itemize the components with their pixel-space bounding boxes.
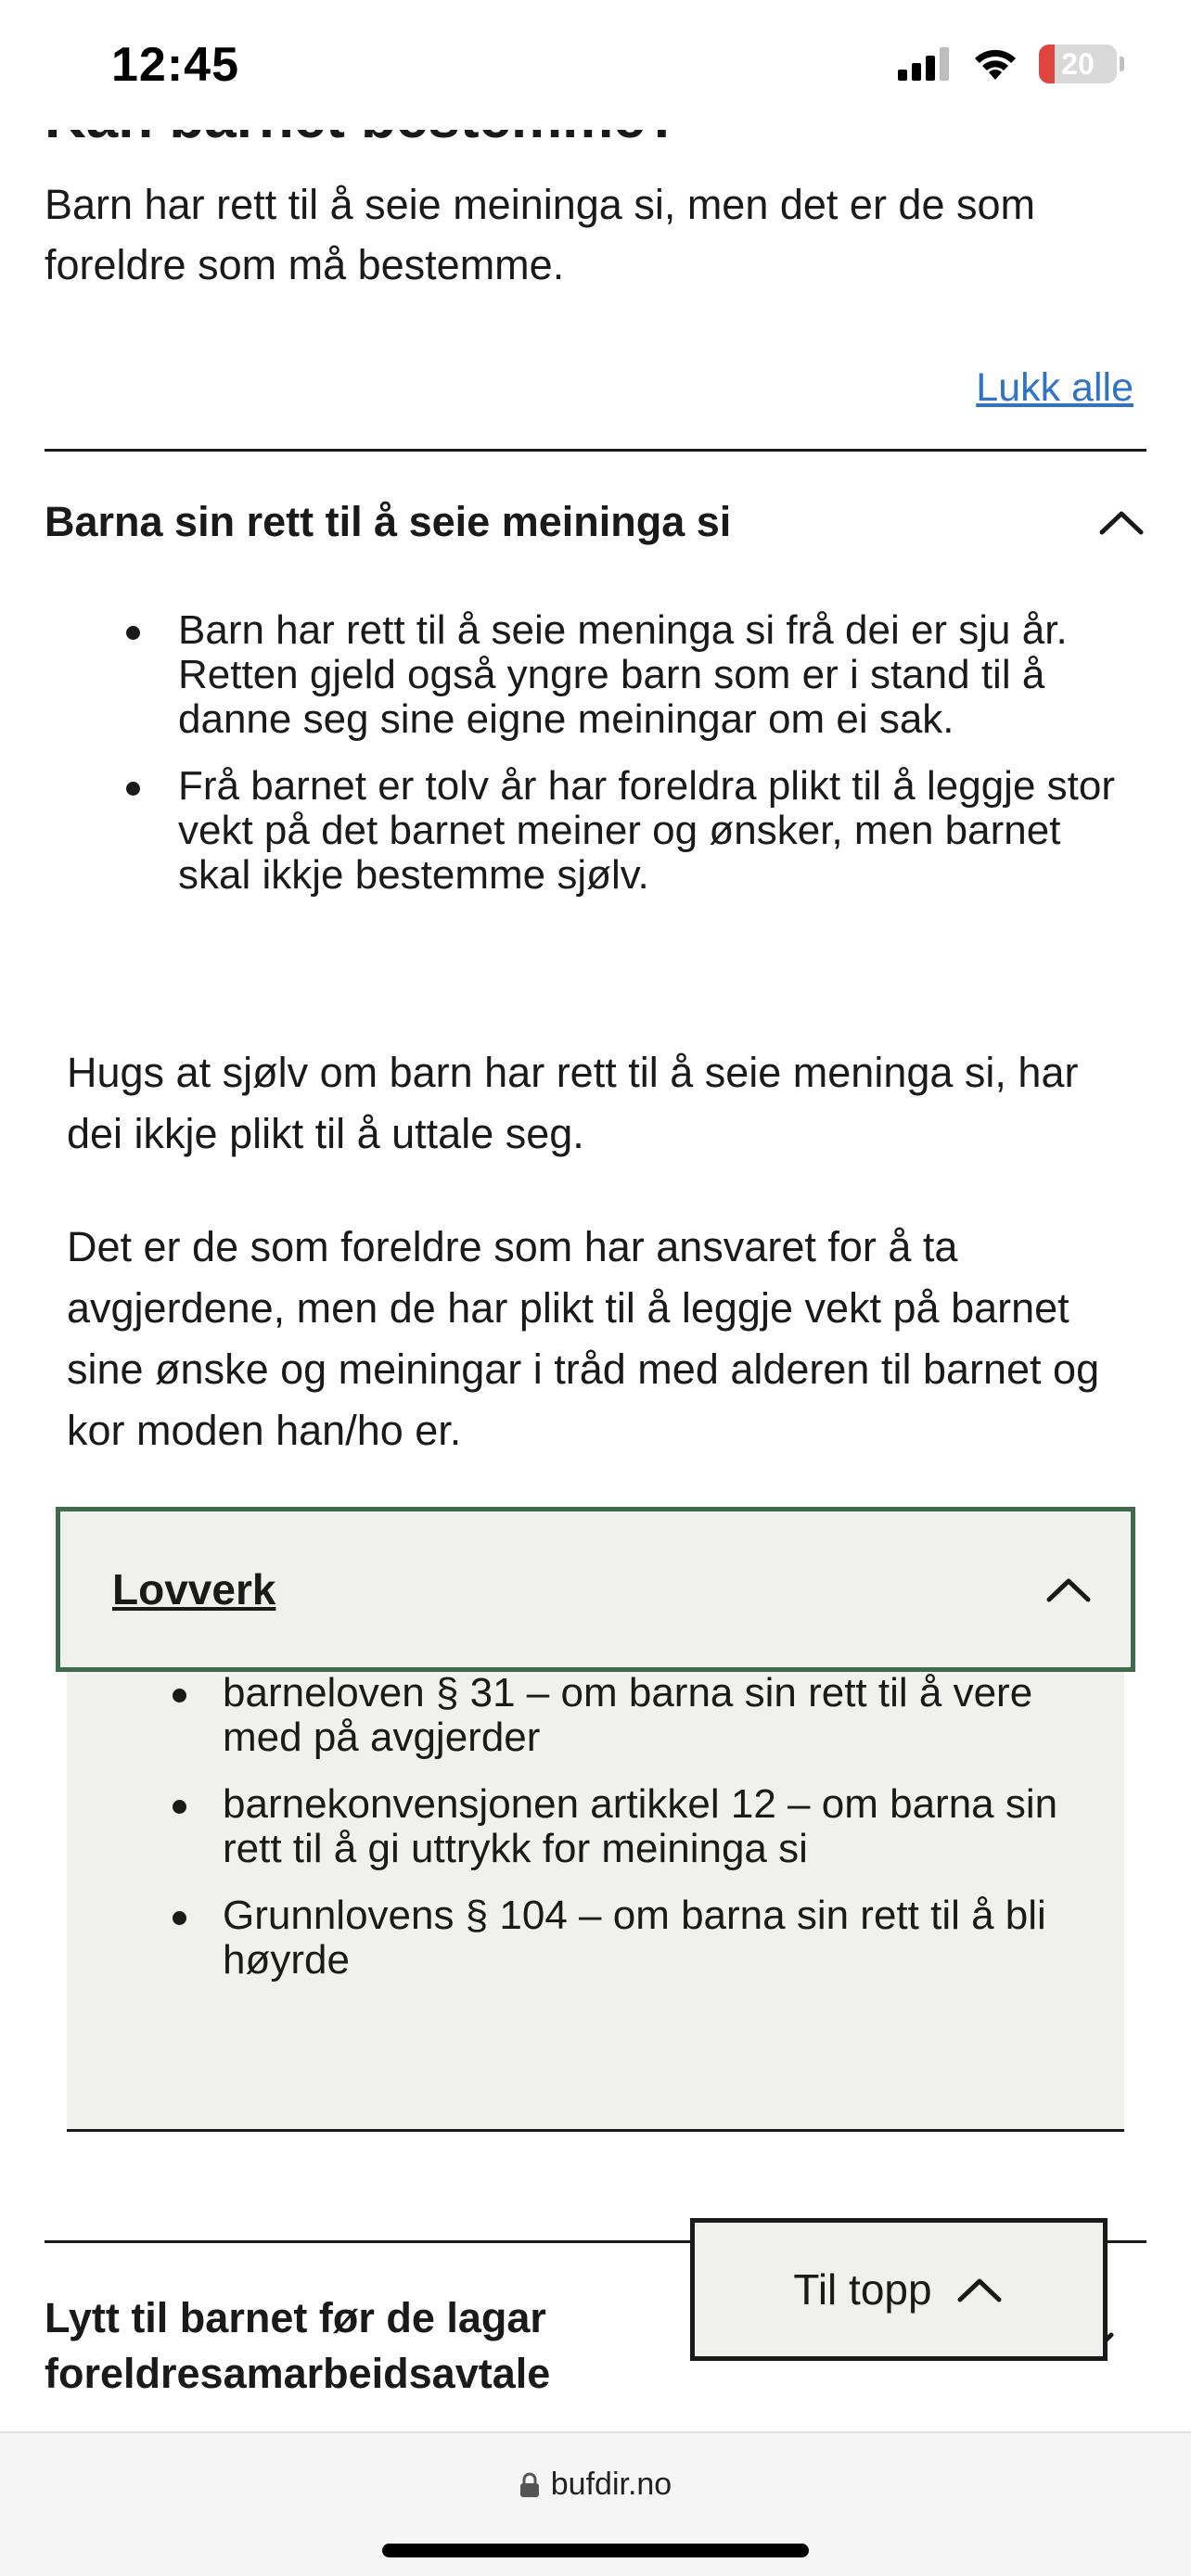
status-icons xyxy=(898,45,1117,83)
accordion-header[interactable] xyxy=(45,497,1146,547)
list-item: barneloven § 31 – om barna sin rett til å vere med på avgjerder xyxy=(173,1671,1091,1760)
list-item: Frå barnet er tolv år har foreldra plikt til å leggje stor vekt på det barnet meiner og ønsker, men barnet skal ikkje bestemme sjølv. xyxy=(126,764,1119,898)
battery-cap xyxy=(1120,57,1124,71)
reminder-paragraph: Hugs at sjølv om barn har rett til å seie meninga si, har dei ikkje plikt til å uttale seg. xyxy=(67,1049,1079,1157)
home-indicator[interactable] xyxy=(382,2544,809,2557)
wifi-icon xyxy=(972,46,1018,82)
responsibility-paragraph: Det er de som foreldre som har ansvaret for å ta avgjerdene, men de har plikt til å leggje vekt på barnet sine ønske og meiningar i tråd med alderen til barnet og kor moden han/ho er. xyxy=(67,1223,1100,1454)
signal-icon xyxy=(898,47,952,81)
lock-icon xyxy=(519,2472,540,2498)
status-time: 12:45 xyxy=(111,38,239,92)
close-all-link[interactable]: Lukk alle xyxy=(976,365,1133,410)
chevron-up-icon[interactable] xyxy=(1044,1564,1094,1614)
battery-percent: 20 xyxy=(1061,47,1095,81)
url-text: bufdir.no xyxy=(550,2467,672,2502)
accordion-bullet-list xyxy=(126,608,1119,920)
battery-icon xyxy=(1039,45,1117,83)
law-title: Lovverk xyxy=(112,1565,276,1613)
to-top-label: Til topp xyxy=(793,2265,932,2314)
chevron-up-icon xyxy=(954,2264,1005,2315)
divider xyxy=(45,449,1146,452)
chevron-up-icon[interactable] xyxy=(1096,497,1146,547)
law-list xyxy=(173,1671,1091,2005)
divider xyxy=(67,2129,1124,2132)
browser-bottom-bar xyxy=(0,2431,1191,2576)
list-item: Barn har rett til å seie meninga si frå dei er sju år. Retten gjeld også yngre barn som er i stand til å danne seg sine eigne meiningar om ei sak. xyxy=(126,608,1119,742)
accordion-title: Barna sin rett til å seie meininga si xyxy=(45,498,732,545)
next-accordion-title[interactable]: Lytt til barnet før de lagar foreldresamarbeidsavtale xyxy=(45,2294,551,2397)
law-accordion-header[interactable] xyxy=(56,1507,1135,1672)
status-bar xyxy=(0,0,1191,130)
to-top-button[interactable] xyxy=(690,2218,1108,2361)
list-item: Grunnlovens § 104 – om barna sin rett til å bli høyrde xyxy=(173,1894,1091,1983)
url-bar[interactable] xyxy=(0,2467,1191,2503)
list-item: barnekonvensjonen artikkel 12 – om barna sin rett til å gi uttrykk for meininga si xyxy=(173,1782,1091,1871)
intro-text: Barn har rett til å seie meininga si, men det er de som foreldre som må bestemme. xyxy=(45,181,1036,288)
